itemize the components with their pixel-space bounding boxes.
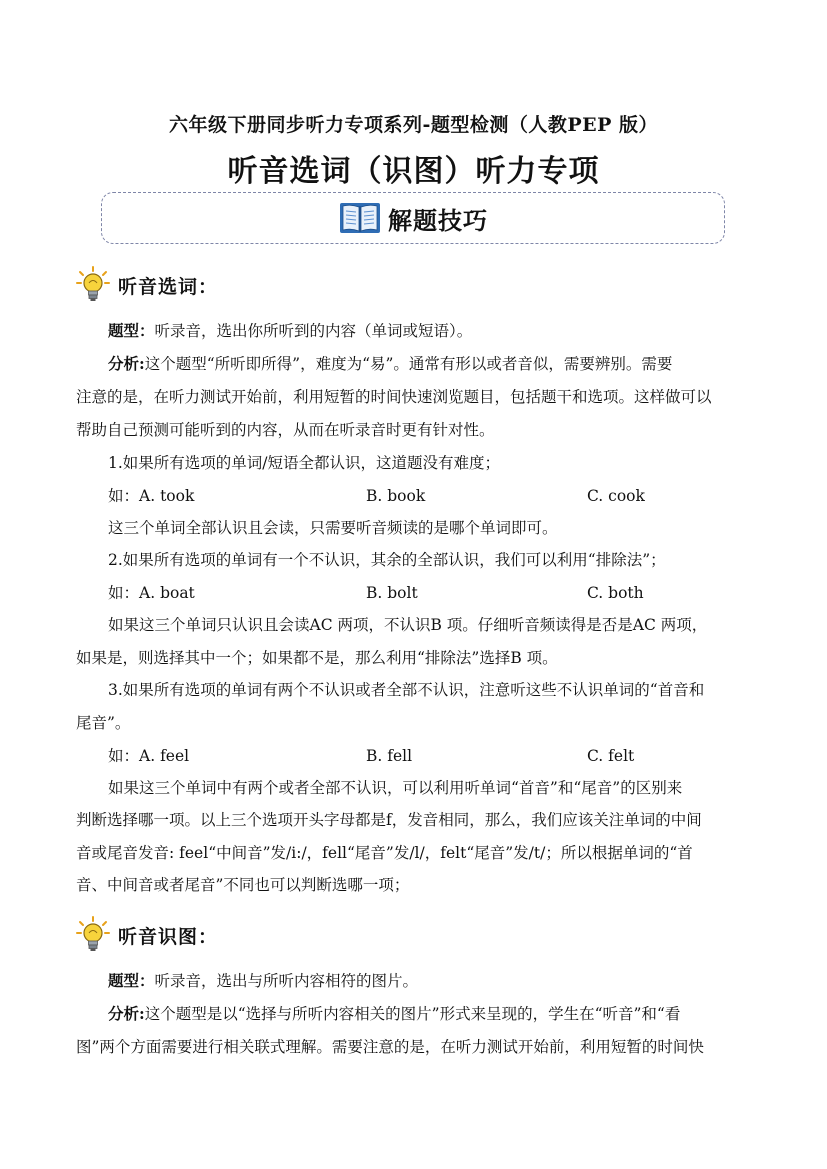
paragraph-line	[108, 321, 472, 341]
section-heading-label: 听音识图：	[118, 925, 219, 948]
type-label: 题型：	[108, 321, 155, 340]
paragraph-line: 帮助自己预测可能听到的内容，从而在听录音时更有针对性。	[76, 421, 495, 439]
option-a: A. took	[139, 487, 195, 505]
option-b: B. book	[366, 487, 426, 505]
paragraph-line: 图”两个方面需要进行相关联式理解。需要注意的是，在听力测试开始前，利用短暂的时间快	[76, 1038, 704, 1056]
tip-line: 2.如果所有选项的单词有一个不认识，其余的全部认识，我们可以利用“排除法”；	[108, 551, 666, 569]
document-title: 听音选词（识图）听力专项	[227, 154, 600, 189]
section-heading-listen-picture	[76, 916, 218, 954]
tip-note: 这三个单词全部认识且会读，只需要听音频读的是哪个单词即可。	[108, 519, 558, 537]
example-prefix: 如：A. took	[108, 487, 195, 505]
example-prefix: 如：A. boat	[108, 584, 195, 602]
lightbulb-icon	[76, 266, 110, 304]
option-c: C. both	[587, 584, 644, 602]
analysis-text: 这个题型“所听即所得”，难度为“易”。通常有形以或者音似，需要辨别。需要	[144, 355, 673, 373]
option-b: B. bolt	[366, 584, 418, 602]
tips-banner	[101, 192, 725, 244]
tip-note: 音或尾音发音: feel“中间音”发/i:/，fell“尾音”发/l/，felt“尾音”发/t/；所以根据单词的“首	[76, 844, 693, 862]
tip-note: 音、中间音或者尾音”不同也可以判断选哪一项；	[76, 876, 410, 894]
paragraph-line: 注意的是，在听力测试开始前，利用短暂的时间快速浏览题目，包括题干和选项。这样做可以	[76, 388, 712, 406]
section-heading-listen-choose	[76, 266, 218, 304]
tips-label: 解题技巧	[388, 205, 488, 235]
lightbulb-icon	[76, 916, 110, 954]
tip-line: 尾音”。	[76, 714, 131, 732]
example-prefix: 如：A. feel	[108, 747, 190, 765]
type-label: 题型：	[108, 971, 155, 990]
document-subtitle: 六年级下册同步听力专项系列-题型检测（人教PEP 版）	[168, 114, 659, 136]
tip-note: 如果这三个单词只认识且会读AC 两项，不认识B 项。仔细听音频读得是否是AC 两项，	[108, 616, 708, 634]
analysis-label: 分析:	[108, 1004, 145, 1023]
tip-note: 如果这三个单词中有两个或者全部不认识，可以利用听单词“首音”和“尾音”的区别来	[108, 779, 683, 797]
type-text: 听录音，选出与所听内容相符的图片。	[154, 972, 419, 990]
analysis-label: 分析:	[108, 354, 145, 373]
tip-line: 3.如果所有选项的单词有两个不认识或者全部不认识，注意听这些不认识单词的“首音和	[108, 681, 705, 699]
type-text: 听录音，选出你所听到的内容（单词或短语）。	[154, 322, 473, 340]
paragraph-line	[108, 1004, 680, 1024]
option-c: C. felt	[587, 747, 635, 765]
tip-note: 判断选择哪一项。以上三个选项开头字母都是f，发音相同，那么，我们应该关注单词的中间	[76, 811, 702, 829]
tip-note: 如果是，则选择其中一个；如果都不是，那么利用“排除法”选择B 项。	[76, 649, 558, 667]
analysis-text: 这个题型是以“选择与所听内容相关的图片”形式来呈现的，学生在“听音”和“看	[144, 1005, 681, 1023]
option-a: A. feel	[139, 747, 190, 765]
paragraph-line	[108, 354, 672, 374]
section-heading-label: 听音选词：	[118, 275, 219, 298]
option-b: B. fell	[366, 747, 413, 765]
option-a: A. boat	[139, 584, 195, 602]
tip-line: 1.如果所有选项的单词/短语全都认识，这道题没有难度；	[108, 454, 501, 472]
paragraph-line	[108, 971, 418, 991]
book-icon	[338, 200, 382, 236]
option-c: C. cook	[587, 487, 645, 505]
